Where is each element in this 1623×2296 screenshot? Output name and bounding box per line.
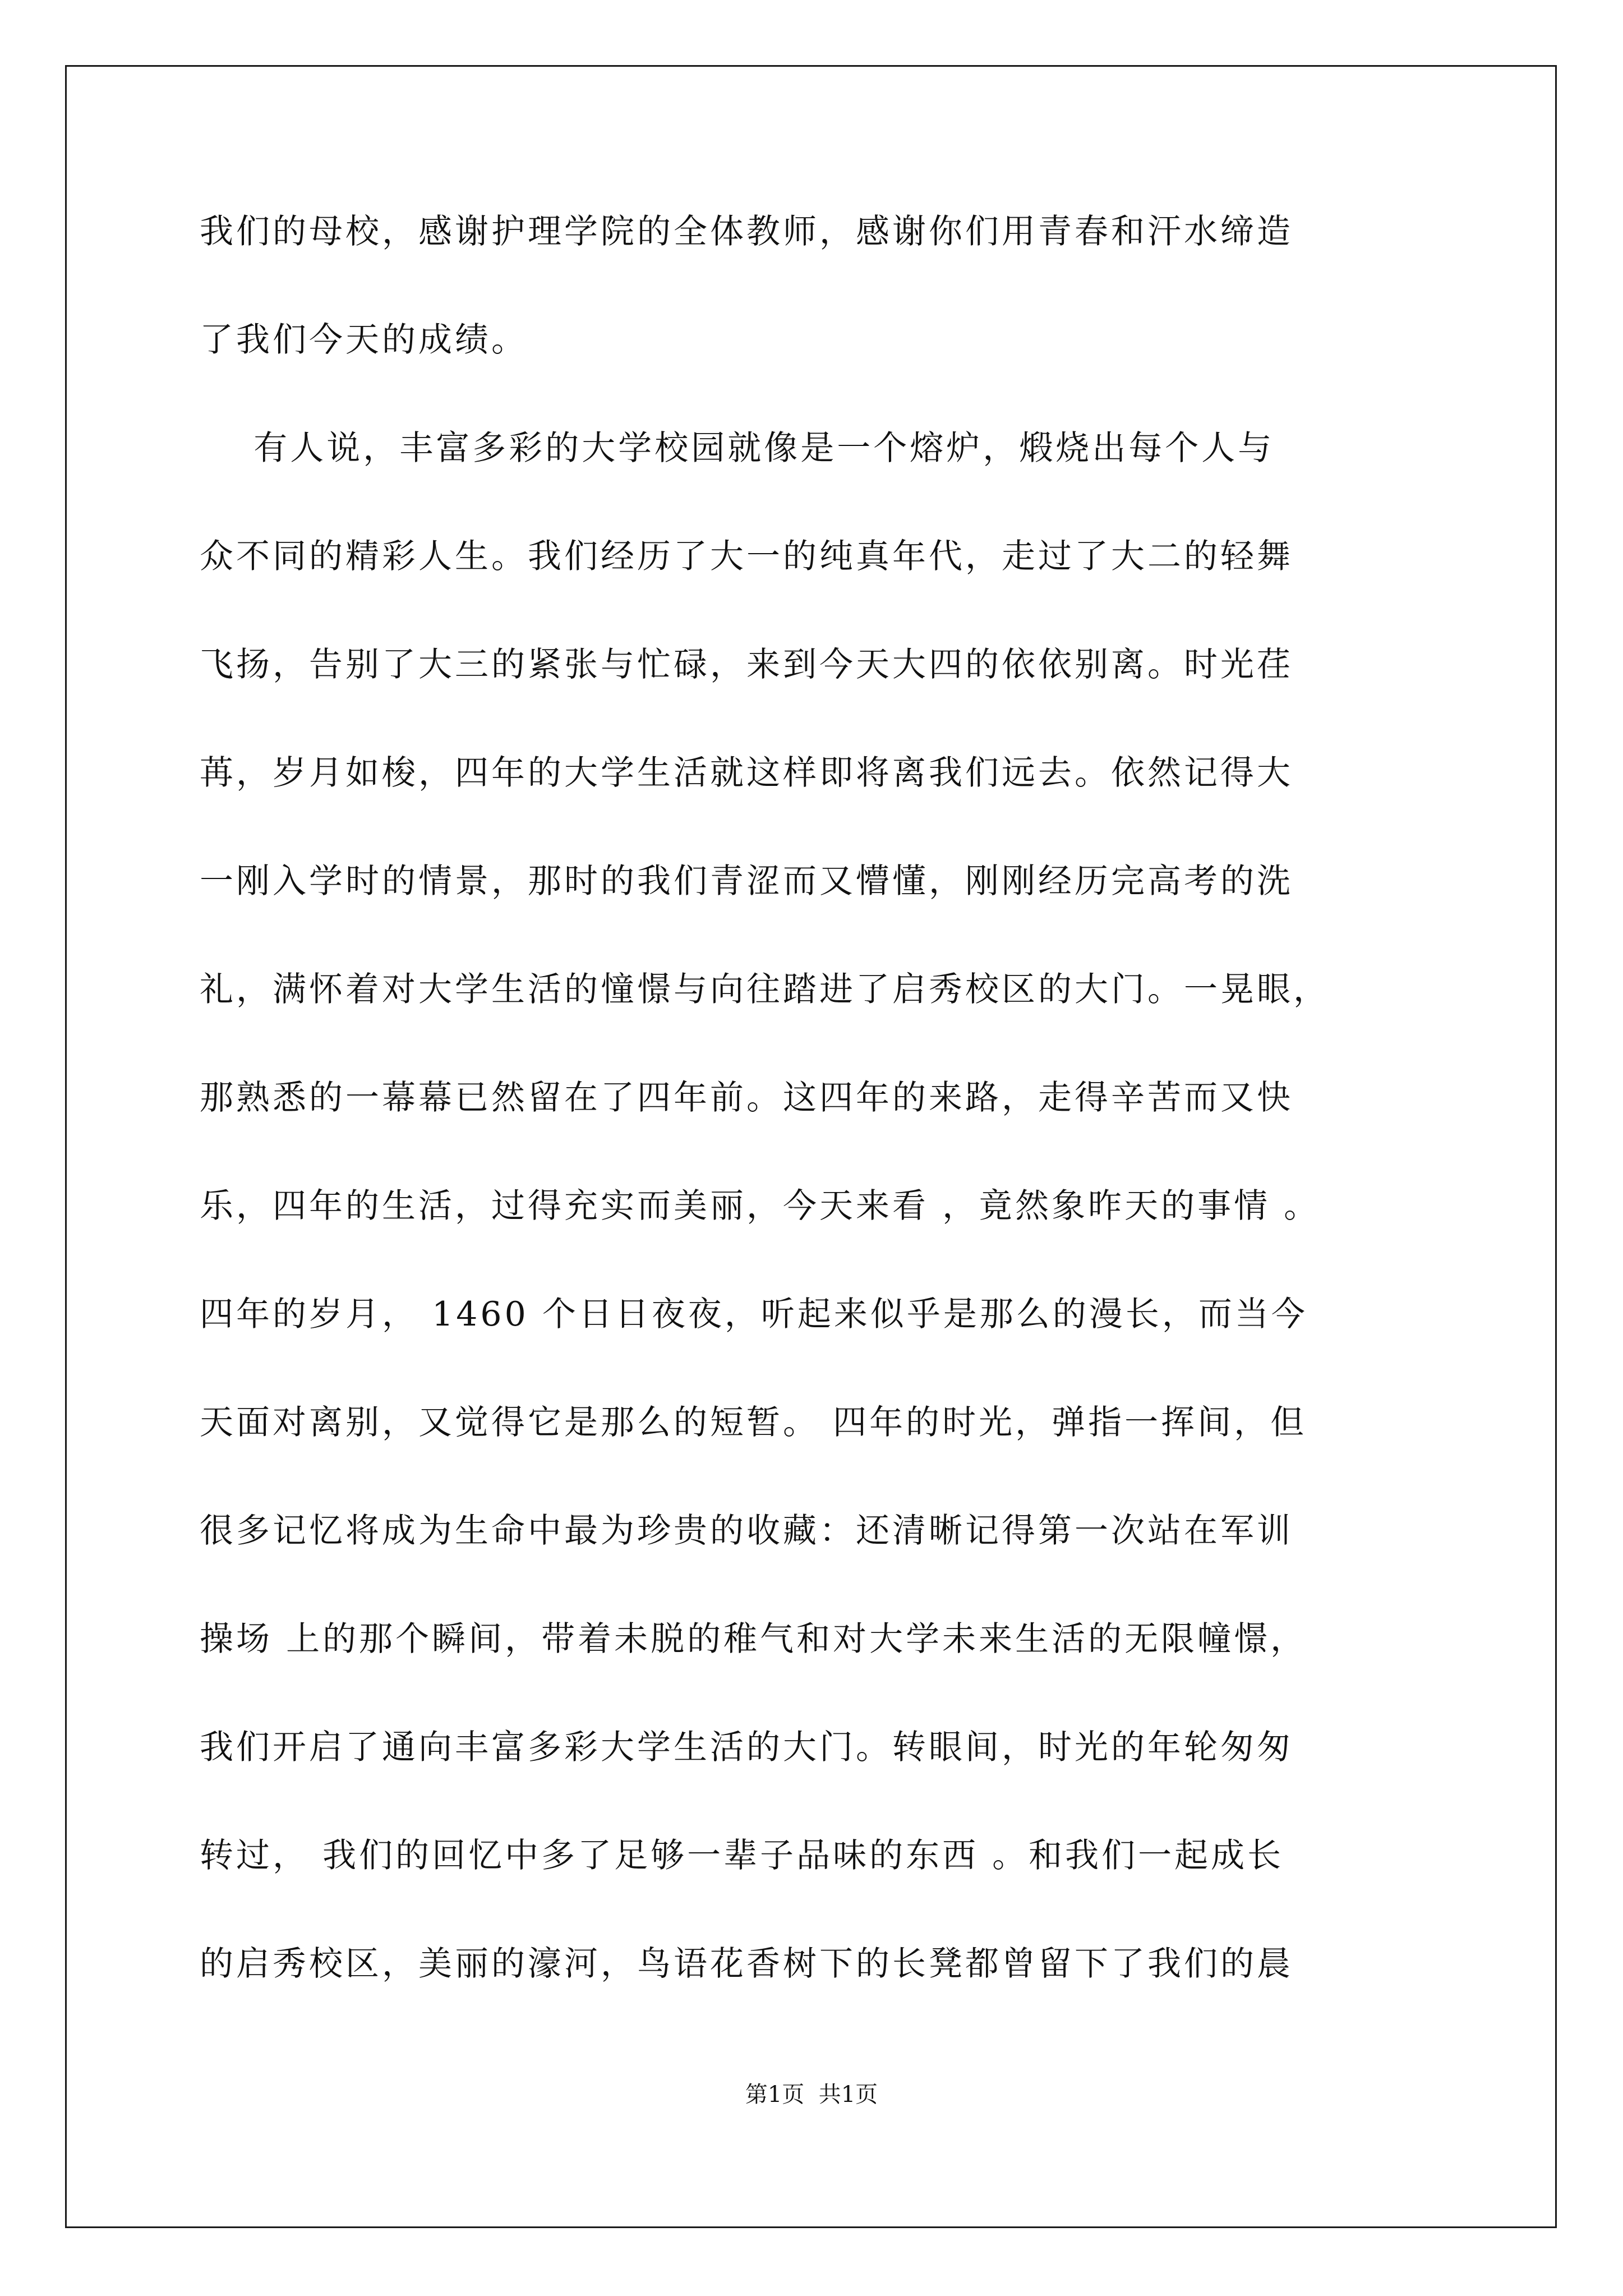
- text-line: 一刚入学时的情景，那时的我们青涩而又懵懂，刚刚经历完高考的洗: [200, 862, 1293, 901]
- text-line: 的启秀校区，美丽的濠河，鸟语花香树下的长凳都曾留下了我们的晨: [200, 1944, 1293, 1984]
- text-line: 众不同的精彩人生。我们经历了大一的纯真年代，走过了大二的轻舞: [200, 537, 1293, 576]
- document-body: [200, 212, 1428, 2055]
- text-line: 那熟悉的一幕幕已然留在了四年前。这四年的来路，走得辛苦而又快: [200, 1078, 1293, 1117]
- text-line: 飞扬，告别了大三的紧张与忙碌，来到今天大四的依依别离。时光荏: [200, 645, 1293, 684]
- text-line: 了我们今天的成绩。: [200, 320, 528, 360]
- text-line: 我们的母校，感谢护理学院的全体教师，感谢你们用青春和汗水缔造: [200, 212, 1293, 251]
- text-line: 很多记忆将成为生命中最为珍贵的收藏：还清晰记得第一次站在军训: [200, 1511, 1293, 1550]
- text-line: 礼，满怀着对大学生活的憧憬与向往踏进了启秀校区的大门。一晃眼，: [200, 970, 1330, 1009]
- text-line: 乐，四年的生活，过得充实而美丽，今天来看 ，竟然象昨天的事情 。: [200, 1186, 1321, 1226]
- text-line: 转过， 我们的回忆中多了足够一辈子品味的东西 。和我们一起成长: [200, 1836, 1284, 1875]
- text-line: 有人说，丰富多彩的大学校园就像是一个熔炉，煅烧出每个人与: [200, 429, 1275, 468]
- text-line: 天面对离别，又觉得它是那么的短暂。 四年的时光，弹指一挥间，但: [200, 1403, 1307, 1442]
- text-line: 苒，岁月如梭，四年的大学生活就这样即将离我们远去。依然记得大: [200, 753, 1293, 793]
- page-number: 第1页 共1页: [745, 2082, 878, 2108]
- text-line: 操场 上的那个瞬间，带着未脱的稚气和对大学未来生活的无限幢憬，: [200, 1619, 1307, 1659]
- text-line: 我们开启了通向丰富多彩大学生活的大门。转眼间，时光的年轮匆匆: [200, 1728, 1293, 1767]
- text-line: 四年的岁月， 1460 个日日夜夜，听起来似乎是那么的漫长，而当今: [200, 1295, 1308, 1334]
